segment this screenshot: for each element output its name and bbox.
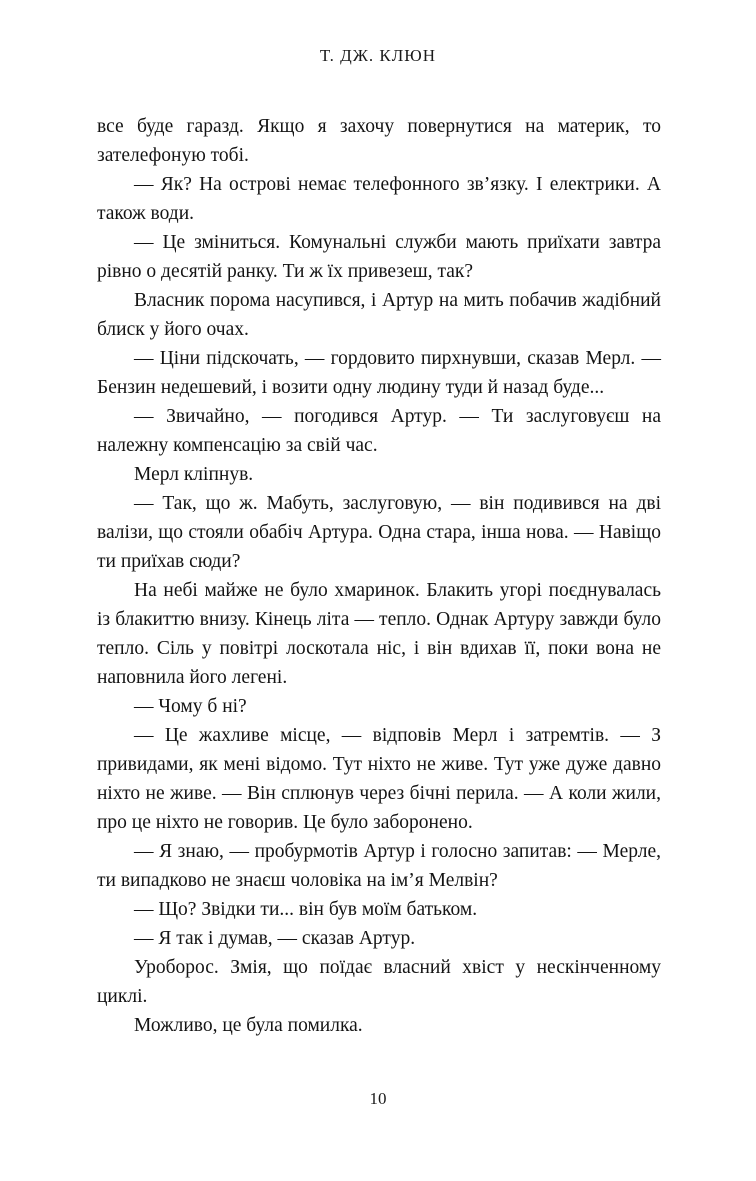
paragraph: — Це зміниться. Комунальні служби мають приїхати завтра рівно о десятій ранку. Ти ж їх привезеш, так? <box>97 232 661 282</box>
page-body <box>97 112 661 1040</box>
paragraph: — Це жахливе місце, — відповів Мерл і затремтів. — З привидами, як мені відомо. Тут ніхто не живе. Тут уже дуже давно ніхто не живе. — Він сплюнув через бічні перила. — А коли жили, про це ніхто не говорив. Це було заборонено. <box>97 725 661 833</box>
paragraph: — Чому б ні? <box>134 696 247 717</box>
page-number: 10 <box>369 1089 387 1108</box>
paragraph: — Я так і думав, — сказав Артур. <box>134 928 416 949</box>
paragraph: — Ціни підскочать, — гордовито пирхнувши, сказав Мерл. — Бензин недешевий, і возити одну людину туди й назад буде... <box>97 348 661 398</box>
paragraph: На небі майже не було хмаринок. Блакить угорі поєднувалась із блакиттю внизу. Кінець літа — тепло. Однак Артуру завжди було тепло. Сіль у повітрі лоскотала ніс, і він вдихав її, поки вона не наповнила його легені. <box>97 580 661 688</box>
paragraph: — Я знаю, — пробурмотів Артур і голосно запитав: — Мерле, ти випадково не знаєш чоловіка на ім’я Мелвін? <box>97 841 661 891</box>
paragraph: — Що? Звідки ти... він був моїм батьком. <box>134 899 478 920</box>
paragraph: Уроборос. Змія, що поїдає власний хвіст у нескінченному циклі. <box>97 957 661 1007</box>
running-head: Т. ДЖ. КЛЮН <box>319 46 437 65</box>
paragraph: — Звичайно, — погодився Артур. — Ти заслуговуєш на належну компенсацію за свій час. <box>97 406 661 456</box>
paragraph: Мерл кліпнув. <box>134 464 254 485</box>
paragraph: — Так, що ж. Мабуть, заслуговую, — він подивився на дві валізи, що стояли обабіч Артура. Одна стара, інша нова. — Навіщо ти приїхав сюди? <box>97 493 661 572</box>
paragraph: Можливо, це була помилка. <box>134 1015 363 1036</box>
paragraph: все буде гаразд. Якщо я захочу повернутися на материк, то зателефоную тобі. <box>97 116 661 166</box>
paragraph: Власник порома насупився, і Артур на мить побачив жадібний блиск у його очах. <box>97 290 661 340</box>
paragraph: — Як? На острові немає телефонного зв’язку. І електрики. А також води. <box>97 174 661 224</box>
